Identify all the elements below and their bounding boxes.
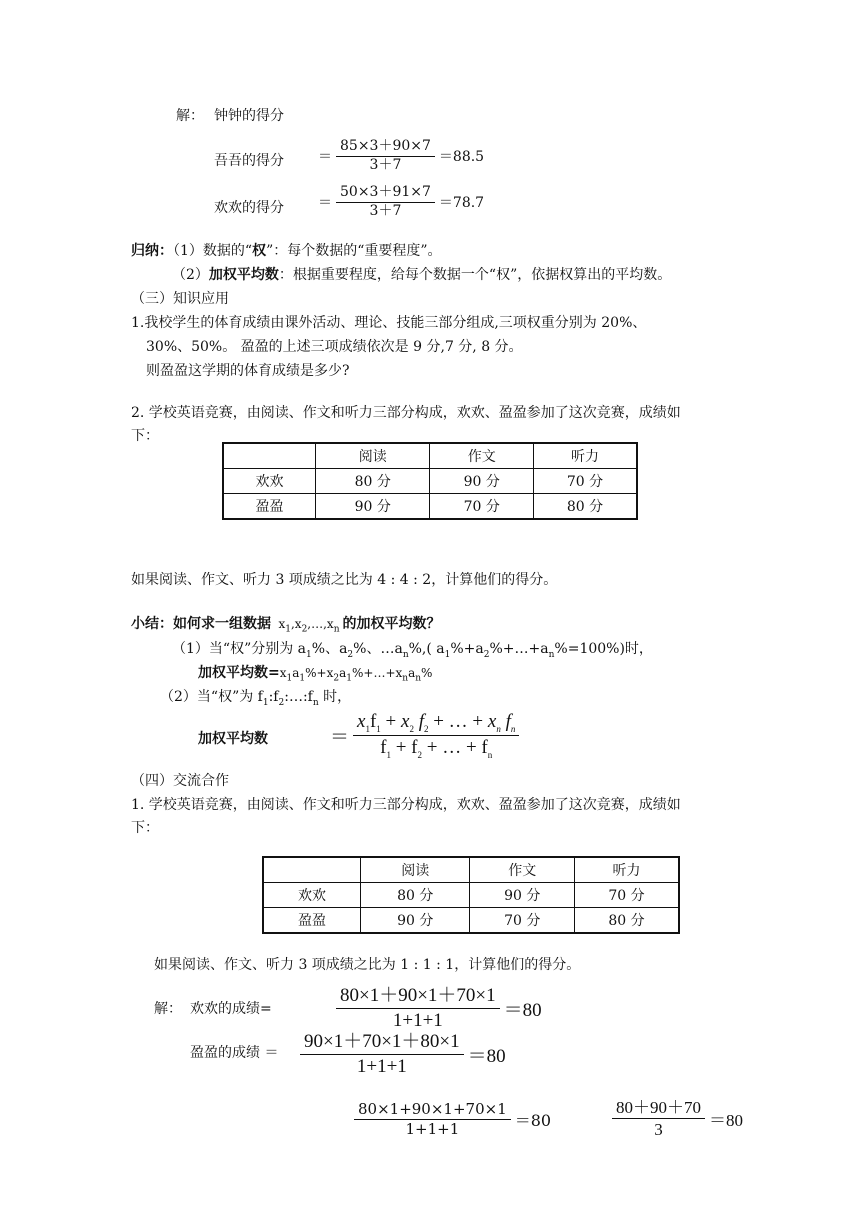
weights-percent-line: （1）当“权”分别为 $a_1\%$、$a_2\%$、$\dots a_n\%$,( $a_1\%+a_2\%+\dots+a_n\%=100\%$)时， [172,641,653,660]
table-cell: 80 分 [316,469,430,494]
table-cell: 70 分 [470,908,575,934]
weighted-mean-ratio-formula: ＝ $\frac{x_1f_1 + x_2 f_2 + \dots + x_n f_n}{f_1 + f_2 + \dots + f_n}$ [326,710,519,761]
yingying-result-label: 盈盈的成绩 ＝ [190,1045,279,1061]
table-cell: 作文 [470,857,575,883]
weights-ratio-line: （2）当“权”为 $f_1:f_2:\dots:f_n$ 时， [160,689,352,708]
table-row [263,908,679,934]
wuwu-fraction: $\frac{85\times 3+90\times 7}{3+7}$ [336,138,435,174]
table-header-row [263,857,679,883]
table-cell: 70 分 [533,469,637,494]
table-cell: 欢欢 [263,883,361,908]
question-1-line-1: 1.我校学生的体育成绩由课外活动、理论、技能三部分组成,三项权重分别为 20%、 [131,315,647,331]
table-cell: 80 分 [361,883,470,908]
table-cell: 盈盈 [263,908,361,934]
scores-table-1 [222,442,638,520]
table-cell [263,857,361,883]
question-2-instruction: 如果阅读、作文、听力 3 项成绩之比为 4 : 4 : 2，计算他们的得分。 [131,572,558,588]
section-heading-4: （四）交流合作 [131,773,229,789]
alt-formula-1: $\frac{80\times 1+90\times 1+70\times 1}{1+1+1}$ ＝80 [354,1100,555,1139]
solution-2-label: 解： [154,1001,182,1017]
huanhuan-score-label: 欢欢的得分 [214,200,284,216]
table-cell: 80 分 [574,908,679,934]
table-cell: 70 分 [430,494,534,520]
section-heading-3: （三）知识应用 [131,291,229,307]
alt-fraction-1: $\frac{80\times 1+90\times 1+70\times 1}{1+1+1}$ [354,1100,511,1139]
table-cell [223,443,316,469]
question-1-line-3: 则盈盈这学期的体育成绩是多少? [146,363,350,379]
solution-label: 解： [176,108,204,124]
huanhuan-formula: ＝ $\frac{50\times 3+91\times 7}{3+7}$ ＝78.7 [318,184,485,219]
summary-heading: 小结：如何求一组数据 $x_1,x_2,\dots,x_n$ 的加权平均数？ [131,616,441,635]
question-2-line-1: 2. 学校英语竞赛，由阅读、作文和听力三部分构成，欢欢、盈盈参加了这次竞赛，成绩如 [131,405,681,421]
table-cell: 阅读 [361,857,470,883]
weighted-mean-percent-formula: 加权平均数$=x_1a_1\%+x_2a_1\%+\dots+x_na_n\%$ [198,665,433,684]
table-row [263,883,679,908]
table-cell: 盈盈 [223,494,316,520]
question-3-line-2: 下： [131,820,159,836]
table-cell: 90 分 [470,883,575,908]
question-3-instruction: 如果阅读、作文、听力 3 项成绩之比为 1 : 1 : 1，计算他们的得分。 [154,957,581,973]
huanhuan-fraction: $\frac{50\times 3+91\times 7}{3+7}$ [336,184,435,220]
scores-table-2 [262,856,680,934]
alt-fraction-2: $\frac{80+90+70}{3}$ [612,1097,705,1141]
yingying-result-fraction: $\frac{90\times 1+70\times 1+80\times 1}{1+1+1}$ [300,1030,464,1079]
table-header-row [223,443,637,469]
alt-formula-2: $\frac{80+90+70}{3}$ ＝80 [612,1097,747,1141]
table-cell: 阅读 [316,443,430,469]
question-3-line-1: 1. 学校英语竞赛，由阅读、作文和听力三部分构成，欢欢、盈盈参加了这次竞赛，成绩如 [131,797,681,813]
table-cell: 70 分 [574,883,679,908]
weighted-mean-fraction: $\frac{x_1f_1 + x_2 f_2 + \dots + x_n f_n}{f_1 + f_2 + \dots + f_n}$ [353,710,519,761]
huanhuan-result-formula: $\frac{80\times 1+90\times 1+70\times 1}{1+1+1}$ ＝80 [336,984,546,1033]
table-cell: 90 分 [316,494,430,520]
yingying-result-formula: $\frac{90\times 1+70\times 1+80\times 1}{1+1+1}$ ＝80 [300,1030,510,1079]
question-1-line-2: 30%、50%。 盈盈的上述三项成绩依次是 9 分,7 分, 8 分。 [146,339,523,355]
table-row [223,494,637,520]
weighted-mean-label: 加权平均数 [198,731,268,747]
table-cell: 听力 [533,443,637,469]
wuwu-score-label: 吾吾的得分 [214,153,284,169]
huanhuan-result-fraction: $\frac{80\times 1+90\times 1+70\times 1}{1+1+1}$ [336,984,500,1033]
table-cell: 作文 [430,443,534,469]
summary-line-2: （2）加权平均数：根据重要程度，给每个数据一个“权”，依据权算出的平均数。 [172,267,672,283]
question-2-line-2: 下： [131,428,159,444]
zhongzhong-score-label: 钟钟的得分 [214,108,284,124]
table-cell: 90 分 [430,469,534,494]
summary-line-1: 归纳：（1）数据的“权”：每个数据的“重要程度”。 [131,243,442,259]
wuwu-formula: ＝ $\frac{85\times 3+90\times 7}{3+7}$ ＝88.5 [318,138,485,173]
table-cell: 80 分 [533,494,637,520]
table-row [223,469,637,494]
table-cell: 听力 [574,857,679,883]
huanhuan-result-label: 欢欢的成绩= [190,1001,272,1017]
table-cell: 90 分 [361,908,470,934]
table-cell: 欢欢 [223,469,316,494]
